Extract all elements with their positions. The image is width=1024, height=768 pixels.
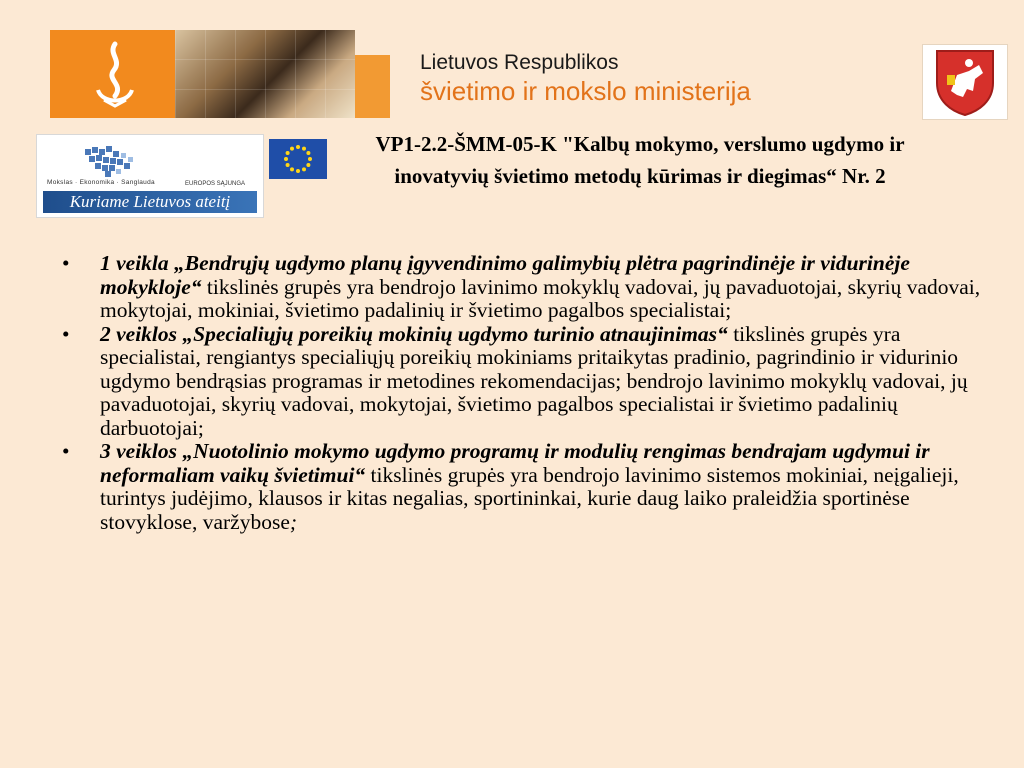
activity-description: tikslinės grupės yra specialistai, rengiantys specialiųjų poreikių mokiniams pritaikytas pradinio, pagrindinio ir vidurinio ugdymo bendrąsias programas ir metodines rekomendacijas; bendrojo lavinimo mokyklų vadovai, jų pavaduotojai, skyrių vadovai, mokytojai, švietimo pagalbos specialistai ir švietimo padalinių darbuotojai; [100, 321, 968, 440]
lithuania-map-icon [81, 143, 151, 179]
activity-description: tikslinės grupės yra bendrojo lavinimo sistemos mokiniai, neįgalieji, turintys judėjimo, klausos ir kitas negalias, sportininkai, kurie daug laiko praleidžia sportinėse stovyklose, varžybose [100, 462, 959, 534]
bullet-dot: • [62, 321, 70, 346]
banner-orange-tile-2 [355, 55, 390, 118]
activity-title: 1 veikla „Bendrųjų ugdymo planų įgyvendinimo galimybių plėtra pagrindinėje ir vidurinėje mokykloje“ [100, 251, 910, 299]
ministry-name [420, 50, 751, 106]
eu-caption: EUROPOS SĄJUNGA [185, 181, 246, 187]
activity-title: 3 veiklos „Nuotolinio mokymo ugdymo programų ir modulių rengimas bendrajam ugdymui ir neformaliam vaikų švietimui“ [100, 439, 930, 487]
eu-slogan: Kuriame Lietuvos ateitį [43, 191, 257, 213]
eu-funding-logo [36, 134, 264, 218]
ministry-line-1: Lietuvos Respublikos [420, 51, 619, 74]
list-item [62, 323, 992, 441]
eu-logo-small-text: Mokslas · Ekonomika · Sanglauda [47, 179, 155, 186]
activity-description: tikslinės grupės yra bendrojo lavinimo mokyklų vadovai, jų pavaduotojai, skyrių vadovai, mokytojai, mokiniai, švietimo padalinių ir švietimo pagalbos specialistai; [100, 274, 981, 322]
slide-title: VP1-2.2-ŠMM-05-K "Kalbų mokymo, verslumo ugdymo ir inovatyvių švietimo metodų kūrimas ir diegimas“ Nr. 2 [375, 132, 905, 188]
ministry-logo-icon [90, 40, 140, 110]
banner-photo [175, 30, 355, 118]
bullet-dot: • [62, 251, 70, 275]
list-item [62, 252, 992, 323]
activity-title: 2 veiklos „Specialiųjų poreikių mokinių ugdymo turinio atnaujinimas“ [100, 321, 728, 346]
activity-tail: ; [289, 509, 298, 534]
coat-of-arms-icon [922, 44, 1008, 120]
ministry-line-2: švietimo ir mokslo ministerija [420, 76, 751, 106]
list-item [62, 440, 992, 534]
bullet-dot: • [62, 439, 70, 463]
bullet-list [62, 252, 992, 534]
header-banner [50, 30, 390, 118]
